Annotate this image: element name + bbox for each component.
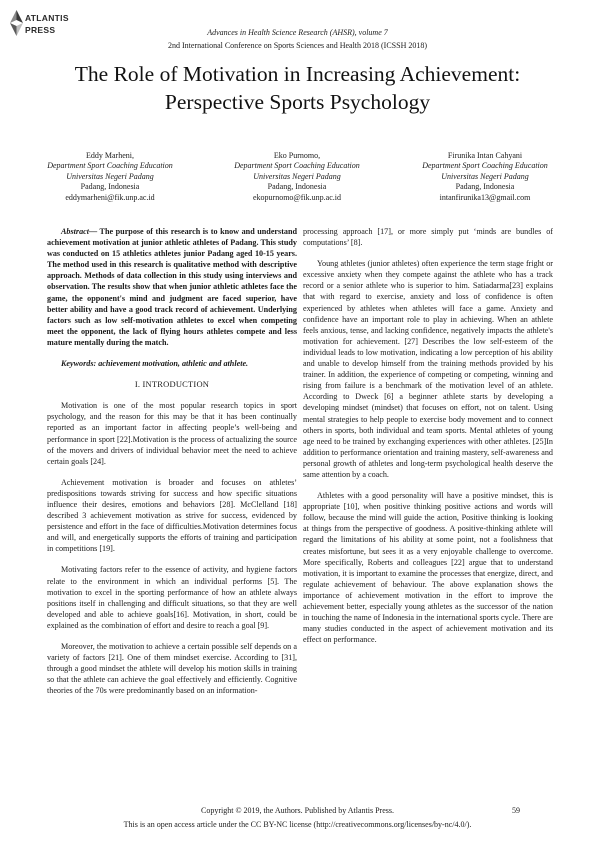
conference-header: 2nd International Conference on Sports Sciences and Health 2018 (ICSSH 2018) — [167, 41, 428, 50]
author-name: Eko Purnomo, — [273, 151, 321, 160]
logo-line-1: ATLANTIS — [25, 13, 69, 23]
paragraph: Young athletes (junior athletes) often experience the term stage fright or excessive anxiety when they compete against the athlete who has a track record or a senior athlete who is superior to him. Satiadarma[23] explains that with regard to exercise, anxiety and loss of confidence is often experienced by athletes when athletes will face a game. Anxiety and confidence have an important role to play in achieving. When an athlete feels anxious, tense, and lacking confidence, negatively impacts the athlete's motivation for achievement. [27] Describes the low self-esteem of the individual leads to low motivation, indicating a low perception of his ability and unable to develop himself from the training methods provided by his trainer. In addition, the experience of competing or competing, winning and rising from failure is a benchmark of the motivation level of an athlete. According to Dweck [6] a beginner athlete starts by developing a developing mindset (mindset) that focuses on effort, not on talent. Using mental strategies to help people to exercise body movement and to connect others in sports, both individual and team sports. Mental athletes of young age need to be trained by exchanging experiences with other athletes. [25]In addition to performance orientation and training mastery, self-awareness and personal growth of athletes and long-term psychological health deserve the same attention by a coach. — [303, 259, 553, 479]
author-university: Universitas Negeri Padang — [253, 171, 341, 181]
title-line-2: Perspective Sports Psychology — [164, 90, 431, 114]
section-heading: I. INTRODUCTION — [134, 379, 210, 390]
author-city: Padang, Indonesia — [455, 182, 515, 192]
author-name: Firunika Intan Cahyani — [447, 151, 523, 160]
author-block — [20, 151, 200, 203]
author-block — [207, 151, 387, 203]
author-email: eddymarheni@fik.unp.ac.id — [65, 192, 155, 202]
license-notice: This is an open access article under the CC BY-NC license (http://creativecommons.org/licenses/by-nc/4.0/). — [123, 820, 472, 829]
paragraph: Motivation is one of the most popular research topics in sport psychology, and the reason for this may be that it has been continually reported as an important factor in affecting people’s well-being and performance in sport [22].Motivation is the process of actualizing the source of the movers and drivers of individual behavior meet the need to achieve certain goals [24]. — [47, 401, 297, 466]
abstract — [47, 226, 297, 348]
copyright-notice: Copyright © 2019, the Authors. Published by Atlantis Press. — [201, 806, 394, 815]
paragraph: Athletes with a good personality will have a positive mindset, this is appropriate [10], when positive thinking positive actions and words will follow, because the mind will guide the action, Positive thinking is looking at things from the perspective of goodness. A positive-thinking athlete will regard the limitations of his ability at some point, not a foolishness that creates misfortune, but sees it as a very enjoyable challenge to overcome. More specifically, Roberts and colleagues [22] argue that to understand motivation, it is important to examine the processes that energize, direct, and regulate achievement of behaviour. The above explanation shows the importance of achievement motivation in the effort to improve the achievement better, especially young athletes as the successor of the nation in touching the name of Indonesia in the international sports cycle. There are many studies conducted in the aspect of achievement motivation and its effect on performance. — [303, 491, 553, 645]
paper-title — [20, 60, 575, 116]
paragraph: processing approach [17], or more simply put ‘minds are bundles of computations’ [8]. — [303, 227, 553, 248]
paragraph: Achievement motivation is broader and focuses on athletes’ predispositions towards striving for success and how specific situations influence their desires, emotions and behaviors [28]. McClelland [18] described 3 achievement motivation as strive for success, evidenced by persistence and effort in the face of difficulties.Motivation determines focus and will, and energetically supports the efforts of training and participation in competitions [19]. — [47, 477, 297, 554]
author-email: intanfirunika13@gmail.com — [439, 192, 531, 202]
author-city: Padang, Indonesia — [80, 182, 140, 192]
author-city: Padang, Indonesia — [267, 182, 327, 192]
logo-line-2: PRESS — [25, 25, 56, 35]
page-number: 59 — [512, 806, 520, 815]
journal-header: Advances in Health Science Research (AHSR), volume 7 — [207, 28, 388, 37]
right-column — [303, 226, 553, 645]
left-column — [47, 226, 297, 696]
title-line-1: The Role of Motivation in Increasing Achievement: — [74, 62, 521, 86]
abstract-dash: — — [89, 227, 100, 236]
keywords: Keywords: achievement motivation, athletic and athlete. — [61, 359, 249, 369]
paragraph: Motivating factors refer to the essence of activity, and hygiene factors relate to the environment in which an individual performs [5]. The motivation to excel in the sporting performance of how an athlete always positions itself in challenging and difficult situations, so that they are well developed and able to achieve goals[16]. Motivation, in short, could be explained as the combination of effort and desire to reach a goal [9]. — [47, 565, 297, 630]
author-name: Eddy Marheni, — [86, 151, 134, 160]
abstract-label: Abstract — [61, 227, 89, 236]
author-department: Department Sport Coaching Education — [47, 161, 173, 171]
author-email: ekopurnomo@fik.unp.ac.id — [252, 192, 341, 202]
author-university: Universitas Negeri Padang — [66, 171, 154, 181]
abstract-text: The purpose of this research is to know and understand achievement motivation at junior athletic athletes of Padang. This study was conducted on 15 athletics athletes junior Padang aged 10-15 years. The method used in this research is qualitative method with descriptive approach. Methods of data collection in this study using interviews and observation. The results show that when junior athletic athletes face the game, the opponent's mind and judgment are faced superior, have better ability and have a good track record of achievement. Underlying factors such as low self-motivation athletes to excel when competing meet the opponent, the lack of flying hours athletes compete and less mature mentally during the match. — [47, 227, 298, 347]
author-department: Department Sport Coaching Education — [422, 161, 548, 171]
author-university: Universitas Negeri Padang — [441, 171, 529, 181]
paragraph: Moreover, the motivation to achieve a certain possible self depends on a variety of factors [21]. One of them mindset exercise. According to [31], through a good mindset the athlete will develop his motion skills in training so that the athlete can achieve the goal effectively and efficiently. Cognitive theories of the 70s were predominantly based on an information- — [47, 642, 297, 696]
author-department: Department Sport Coaching Education — [234, 161, 360, 171]
author-block — [395, 151, 575, 203]
